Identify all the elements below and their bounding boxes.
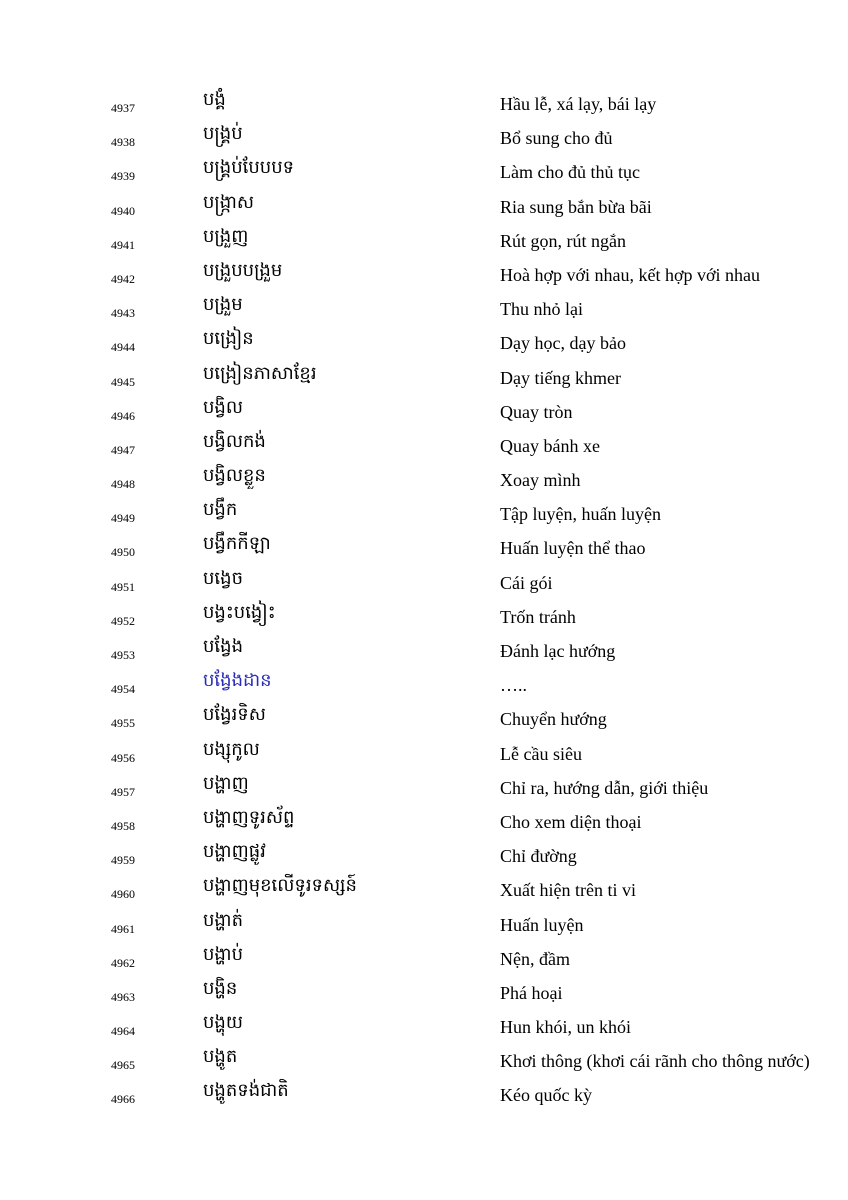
vietnamese-translation: Bổ sung cho đủ <box>500 128 613 149</box>
khmer-term: បង្វិលខ្លួន <box>203 465 266 487</box>
khmer-term: បង្គ្រប់ <box>203 123 243 145</box>
entry-number: 4950 <box>111 545 135 560</box>
khmer-term: បង្ហាញ <box>203 772 249 794</box>
list-item <box>0 496 848 530</box>
list-item <box>0 633 848 667</box>
entry-number: 4964 <box>111 1024 135 1039</box>
entry-number: 4945 <box>111 374 135 389</box>
khmer-term: បង្វឹកកីឡា <box>203 533 271 555</box>
entry-number: 4952 <box>111 613 135 628</box>
vietnamese-translation: Quay tròn <box>500 401 573 422</box>
vietnamese-translation: Huấn luyện thể thao <box>500 538 646 559</box>
vietnamese-translation: Kéo quốc kỳ <box>500 1085 592 1106</box>
vietnamese-translation: Cho xem diện thoại <box>500 811 642 832</box>
entry-number: 4958 <box>111 818 135 833</box>
entry-number: 4947 <box>111 442 135 457</box>
entry-number: 4954 <box>111 682 135 697</box>
vietnamese-translation: Hun khói, un khói <box>500 1017 632 1038</box>
entry-number: 4944 <box>111 340 135 355</box>
entry-number: 4948 <box>111 477 135 492</box>
vietnamese-translation: Huấn luyện <box>500 914 584 935</box>
entry-number: 4966 <box>111 1092 135 1107</box>
entry-number: 4949 <box>111 511 135 526</box>
entry-number: 4937 <box>111 101 135 115</box>
vietnamese-translation: Trốn tránh <box>500 606 576 627</box>
vietnamese-translation: Cái gói <box>500 572 553 593</box>
entry-number: 4943 <box>111 306 135 321</box>
khmer-term: បង្វះបង្វៀះ <box>203 601 276 623</box>
vietnamese-translation: Dạy tiếng khmer <box>500 367 621 388</box>
khmer-term: បង្ហិន <box>203 977 238 999</box>
khmer-term: បង្រួញ <box>203 225 249 247</box>
list-item <box>0 872 848 906</box>
khmer-term: បង្ហាញមុខលើទូរទស្សន៍ <box>203 875 357 897</box>
list-item <box>0 530 848 564</box>
khmer-term: បង្រួបបង្រួម <box>203 259 283 281</box>
khmer-term: បង្សុកូល <box>203 738 260 760</box>
list-item-highlighted <box>0 667 848 701</box>
vietnamese-translation: Thu nhỏ lại <box>500 299 583 320</box>
khmer-term-highlighted: បង្វែងដាន <box>203 670 272 692</box>
list-item <box>0 907 848 941</box>
khmer-term: បង្រ្កាស <box>203 191 255 213</box>
list-item <box>0 804 848 838</box>
entry-number: 4963 <box>111 989 135 1004</box>
entry-number: 4965 <box>111 1058 135 1073</box>
list-item <box>0 838 848 872</box>
khmer-term: បង្ហូតទង់ជាតិ <box>203 1080 289 1102</box>
entry-number: 4962 <box>111 955 135 970</box>
list-item <box>0 257 848 291</box>
khmer-term: បង្ហុយ <box>203 1012 243 1034</box>
khmer-term: បង្ហាប់ <box>203 943 243 965</box>
khmer-term: បង្រៀន <box>203 328 254 350</box>
list-item <box>0 325 848 359</box>
entry-number: 4959 <box>111 853 135 868</box>
list-item <box>0 462 848 496</box>
khmer-term: បង្វែង <box>203 636 243 657</box>
vietnamese-translation: Rút gọn, rút ngắn <box>500 230 626 251</box>
khmer-term: បង្ហូត <box>203 1046 238 1068</box>
khmer-term: បង្ហាញទូរស័ព្ទ <box>203 806 295 828</box>
khmer-term: បង្ហាញផ្លូវ <box>203 841 266 863</box>
entry-number: 4941 <box>111 237 135 252</box>
list-item <box>0 223 848 257</box>
khmer-term: បង្រៀនភាសាខ្មែរ <box>203 362 317 384</box>
entry-number: 4940 <box>111 203 135 218</box>
entry-number: 4957 <box>111 784 135 799</box>
vietnamese-translation: Làm cho đủ thủ tục <box>500 162 640 183</box>
list-item <box>0 291 848 325</box>
vietnamese-translation: Xuất hiện trên ti vi <box>500 880 636 901</box>
vietnamese-translation: Chuyển hướng <box>500 709 607 730</box>
vietnamese-translation: Chỉ đường <box>500 846 577 867</box>
vietnamese-translation: Tập luyện, huấn luyện <box>500 504 661 525</box>
khmer-term: បង្វែរទិស <box>203 704 266 726</box>
list-item <box>0 736 848 770</box>
vietnamese-translation: ….. <box>500 675 527 696</box>
vietnamese-translation: Dạy học, dạy bảo <box>500 333 626 354</box>
list-item <box>0 701 848 735</box>
entry-number: 4955 <box>111 716 135 731</box>
list-item <box>0 154 848 188</box>
khmer-term: បង្វិល <box>203 396 243 418</box>
list-item <box>0 599 848 633</box>
vietnamese-translation: Nện, đầm <box>500 948 570 969</box>
list-item <box>0 189 848 223</box>
list-item <box>0 975 848 1009</box>
vietnamese-translation: Đánh lạc hướng <box>500 641 616 661</box>
vietnamese-translation: Ria sung bắn bừa bãi <box>500 196 652 217</box>
vietnamese-translation: Quay bánh xe <box>500 435 600 456</box>
list-item <box>0 360 848 394</box>
entry-number: 4956 <box>111 750 135 765</box>
list-item <box>0 1009 848 1043</box>
vietnamese-translation: Xoay mình <box>500 470 581 491</box>
khmer-term: បង្គំ <box>203 89 226 110</box>
list-item <box>0 86 848 120</box>
khmer-term: បង្វឹក <box>203 499 238 521</box>
list-item <box>0 394 848 428</box>
entry-number: 4946 <box>111 408 135 423</box>
khmer-term: បង្រួម <box>203 294 243 316</box>
vietnamese-translation: Lễ cầu siêu <box>500 743 582 764</box>
entry-number: 4942 <box>111 271 135 286</box>
entry-number: 4960 <box>111 887 135 902</box>
vietnamese-translation: Phá hoại <box>500 982 563 1003</box>
list-item <box>0 565 848 599</box>
list-item <box>0 941 848 975</box>
entry-number: 4939 <box>111 169 135 184</box>
vietnamese-translation: Chỉ ra, hướng dẫn, giới thiệu <box>500 777 709 798</box>
entry-number: 4938 <box>111 135 135 150</box>
khmer-term: បង្វេច <box>203 567 243 589</box>
entry-number: 4951 <box>111 579 135 594</box>
entry-list <box>0 86 848 1112</box>
list-item <box>0 428 848 462</box>
entry-number: 4961 <box>111 921 135 936</box>
vietnamese-translation: Hầu lễ, xá lạy, bái lạy <box>500 94 657 114</box>
khmer-term: បង្ហាត់ <box>203 909 243 931</box>
vietnamese-translation: Hoà hợp với nhau, kết hợp với nhau <box>500 264 761 285</box>
khmer-term: បង្វិលកង់ <box>203 430 266 452</box>
list-item <box>0 1077 848 1111</box>
entry-number: 4953 <box>111 648 135 662</box>
list-item <box>0 1043 848 1077</box>
list-item <box>0 120 848 154</box>
list-item <box>0 770 848 804</box>
vietnamese-translation: Khơi thông (khơi cái rãnh cho thông nước) <box>500 1051 810 1072</box>
khmer-term: បង្គ្រប់បែបបទ <box>203 157 295 179</box>
